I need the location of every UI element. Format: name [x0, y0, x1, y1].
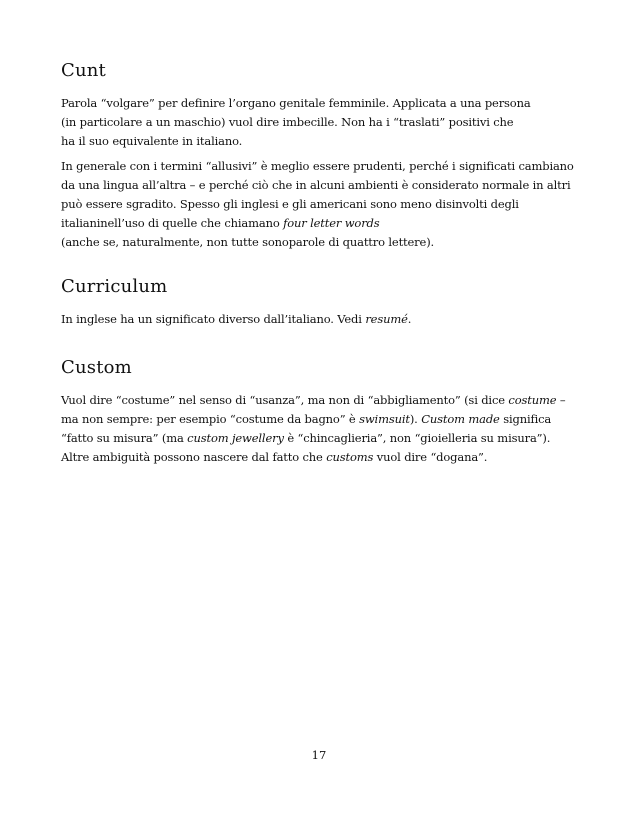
entry-paragraph [61, 310, 581, 329]
entry-term: Curriculum [61, 276, 168, 297]
entry-cunt [61, 60, 581, 258]
italic-term: four letter words [283, 216, 380, 230]
italic-term: resumé [365, 312, 408, 326]
entry-term: Custom [61, 357, 132, 378]
text-segment: Vuol dire “costume” nel senso di “usanza”, ma non di “abbigliamento” (si dice [61, 393, 509, 407]
text-segment: . [407, 312, 412, 326]
entry-custom [61, 357, 581, 473]
text-segment: nell’uso di quelle che chiamano [100, 216, 284, 230]
text-segment: può essere sgradito. Spesso gli inglesi e gli americani sono meno disinvolti degli italiani [61, 197, 519, 230]
text-segment: Altre ambiguità possono nascere dal fatto che [61, 450, 327, 464]
text-segment: – [556, 393, 566, 407]
entry-term: Cunt [61, 60, 106, 81]
entry-paragraph [61, 94, 581, 151]
text-segment: vuol dire “dogana”. [373, 450, 488, 464]
text-segment: Parola “volgare” per definire l’organo genitale femminile. Applicata a una persona [61, 96, 531, 110]
italic-term: costume [508, 393, 557, 407]
italic-term: swimsuit [359, 412, 410, 426]
italic-term: custom jewellery [187, 431, 284, 445]
text-segment: è “chincaglieria”, non “gioielleria su misura”). [283, 431, 551, 445]
entry-paragraph [61, 391, 581, 467]
entry-curriculum [61, 276, 581, 335]
text-segment: “fatto su misura” (ma [61, 431, 188, 445]
page-number: 17 [311, 748, 327, 762]
italic-term: Custom made [421, 412, 500, 426]
text-segment: ha il suo equivalente in italiano. [61, 134, 243, 148]
italic-term: customs [326, 450, 374, 464]
text-segment: In generale con i termini “allusivi” è meglio essere prudenti, perché i significati cambiano [61, 159, 574, 173]
text-segment: (anche se, naturalmente, non tutte sono [61, 235, 289, 249]
text-segment: ma non sempre: per esempio “costume da bagno” è [61, 412, 360, 426]
text-segment: parole di quattro lettere). [288, 235, 435, 249]
text-segment: significa [499, 412, 552, 426]
entry-paragraph [61, 157, 581, 252]
text-segment: (in particolare a un maschio) vuol dire imbecille. Non ha i “traslati” positivi che [61, 115, 514, 129]
text-segment: In inglese ha un significato diverso dall’italiano. Vedi [61, 312, 366, 326]
text-segment: da una lingua all’altra – e perché ciò che in alcuni ambienti è considerato normale in altri [61, 178, 571, 192]
text-segment: ). [409, 412, 422, 426]
